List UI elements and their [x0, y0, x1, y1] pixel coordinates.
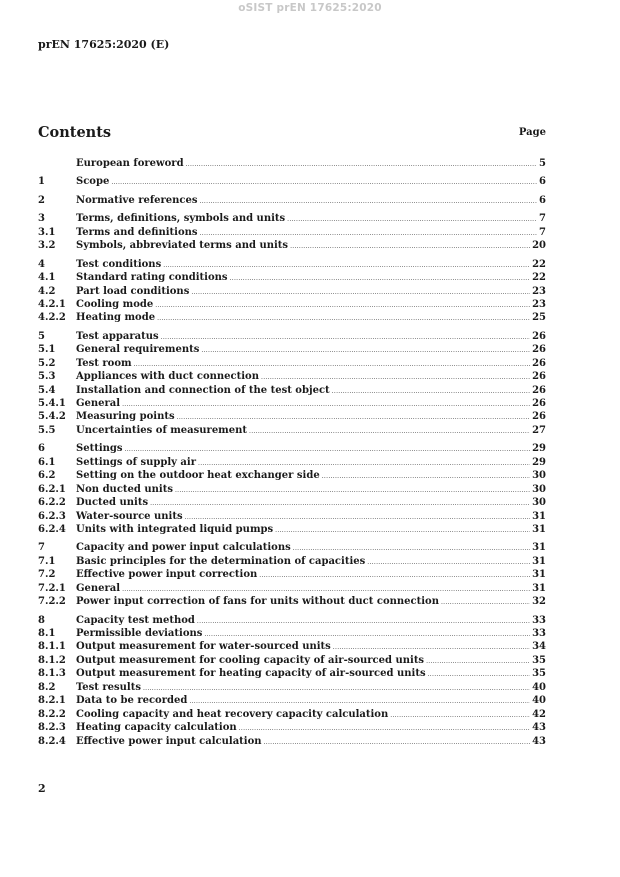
- toc-entry[interactable]: [38, 311, 546, 324]
- toc-dot-leader: [249, 425, 530, 438]
- toc-entry-title: Cooling capacity and heat recovery capacity calculation: [76, 708, 389, 720]
- toc-entry-number: 3.1: [38, 226, 56, 238]
- toc-entry-title: Test conditions: [76, 258, 162, 270]
- toc-entry-title: Installation and connection of the test object: [76, 384, 330, 396]
- toc-dot-leader: [198, 457, 530, 470]
- toc-entry[interactable]: [38, 721, 546, 734]
- toc-dot-leader: [259, 569, 530, 582]
- toc-entry-title: Power input correction of fans for units without duct connection: [76, 596, 439, 608]
- toc-entry[interactable]: [38, 627, 546, 640]
- toc-entry-title: Output measurement for heating capacity of air-sourced units: [76, 668, 426, 680]
- toc-entry[interactable]: [38, 568, 546, 581]
- toc-entry-page: 26: [532, 371, 546, 383]
- toc-entry-number: 8.2.1: [38, 695, 66, 707]
- toc-entry[interactable]: [38, 708, 546, 721]
- toc-dot-leader: [287, 213, 537, 226]
- toc-entry[interactable]: [38, 681, 546, 694]
- toc-dot-leader: [239, 722, 530, 735]
- toc-entry-page: 26: [532, 411, 546, 423]
- toc-entry[interactable]: [38, 226, 546, 239]
- toc-entry-title: Scope: [76, 176, 110, 188]
- toc-entry[interactable]: [38, 271, 546, 284]
- toc-dot-leader: [134, 358, 531, 371]
- toc-dot-leader: [177, 411, 530, 424]
- toc-entry[interactable]: [38, 694, 546, 707]
- toc-entry-title: Settings: [76, 443, 123, 455]
- toc-entry[interactable]: [38, 667, 546, 680]
- toc-entry-page: 42: [532, 708, 546, 720]
- toc-entry-number: 4.1: [38, 272, 56, 284]
- toc-entry[interactable]: [38, 496, 546, 509]
- toc-entry-title: Measuring points: [76, 411, 175, 423]
- toc-entry-page: 35: [532, 668, 546, 680]
- toc-entry-number: 1: [38, 176, 45, 188]
- toc-entry[interactable]: [38, 442, 546, 455]
- toc-dot-leader: [200, 227, 538, 240]
- toc-entry-title: Ducted units: [76, 497, 149, 509]
- toc-entry-page: 7: [539, 226, 546, 238]
- toc-dot-leader: [261, 371, 530, 384]
- toc-entry-number: 6.1: [38, 456, 56, 468]
- toc-dot-leader: [197, 615, 530, 628]
- toc-dot-leader: [143, 682, 530, 695]
- toc-entry[interactable]: [38, 175, 546, 188]
- toc-entry-page: 40: [532, 695, 546, 707]
- toc-entry-title: Terms and definitions: [76, 226, 198, 238]
- toc-entry[interactable]: [38, 410, 546, 423]
- toc-entry-number: 4.2.2: [38, 312, 66, 324]
- toc-entry-title: Test apparatus: [76, 330, 159, 342]
- toc-entry[interactable]: [38, 640, 546, 653]
- toc-dot-leader: [293, 542, 530, 555]
- toc-entry-page: 26: [532, 330, 546, 342]
- toc-entry-number: 3.2: [38, 240, 56, 252]
- toc-dot-leader: [290, 240, 530, 253]
- toc-entry-title: General: [76, 582, 121, 594]
- toc-entry-title: General requirements: [76, 344, 200, 356]
- toc-entry-title: Part load conditions: [76, 285, 190, 297]
- toc-entry-page: 29: [532, 456, 546, 468]
- toc-entry-title: Heating mode: [76, 312, 156, 324]
- toc-entry[interactable]: [38, 456, 546, 469]
- toc-entry-page: 31: [532, 555, 546, 567]
- toc-entry-page: 25: [532, 312, 546, 324]
- toc-entry-title: Permissible deviations: [76, 628, 203, 639]
- toc-entry-page: 26: [532, 357, 546, 369]
- toc-entry-page: 33: [532, 614, 546, 626]
- toc-entry-number: 5.4.1: [38, 398, 66, 409]
- toc-entry-title: Capacity test method: [76, 614, 195, 626]
- toc-dot-leader: [155, 299, 530, 312]
- toc-entry-page: 6: [539, 194, 546, 206]
- toc-dot-leader: [332, 385, 530, 398]
- toc-entry[interactable]: [38, 384, 546, 397]
- toc-entry-number: 8.1.3: [38, 668, 66, 680]
- toc-entry-number: 7: [38, 542, 45, 554]
- toc-entry-number: 5.5: [38, 424, 56, 436]
- toc-dot-leader: [333, 641, 530, 654]
- toc-entry-page: 26: [532, 384, 546, 396]
- toc-entry-page: 31: [532, 542, 546, 554]
- toc-entry-number: 8.1.2: [38, 654, 66, 666]
- toc-dot-leader: [175, 484, 530, 497]
- toc-entry-number: 7.2: [38, 569, 56, 581]
- toc-entry-page: 43: [532, 722, 546, 734]
- toc-entry-number: 6.2.2: [38, 497, 66, 509]
- toc-dot-leader: [275, 524, 530, 537]
- toc-entry-number: 7.1: [38, 555, 56, 567]
- toc-dot-leader: [191, 286, 530, 299]
- toc-entry-title: Units with integrated liquid pumps: [76, 523, 274, 535]
- toc-entry-number: 8.2: [38, 681, 56, 693]
- toc-entry-page: 31: [532, 510, 546, 522]
- toc-dot-leader: [390, 709, 530, 722]
- toc-entry-page: 35: [532, 654, 546, 666]
- toc-entry-title: Basic principles for the determination of capacities: [76, 555, 366, 567]
- toc-entry-number: 8.2.2: [38, 708, 66, 720]
- toc-dot-leader: [122, 398, 530, 411]
- toc-entry-title: Appliances with duct connection: [76, 371, 259, 383]
- toc-entry[interactable]: [38, 469, 546, 482]
- toc-entry-title: Effective power input calculation: [76, 735, 262, 747]
- toc-entry[interactable]: [38, 424, 546, 437]
- toc-entry-number: 8.2.3: [38, 722, 66, 734]
- toc-entry[interactable]: [38, 555, 546, 568]
- toc-entry-number: 5.2: [38, 357, 56, 369]
- toc-dot-leader: [161, 331, 530, 344]
- page-number: 2: [38, 782, 46, 795]
- toc-entry-page: 26: [532, 344, 546, 356]
- toc-entry-title: Output measurement for cooling capacity of air-sourced units: [76, 654, 425, 666]
- page-column-label: Page: [518, 127, 546, 138]
- toc-dot-leader: [230, 272, 531, 285]
- toc-entry-page: 43: [532, 735, 546, 747]
- toc-entry-title: Settings of supply air: [76, 456, 196, 468]
- toc-entry-number: 5.3: [38, 371, 56, 383]
- toc-entry[interactable]: [38, 343, 546, 356]
- toc-dot-leader: [150, 497, 530, 510]
- toc-dot-leader: [125, 443, 531, 456]
- contents-title: Contents: [38, 124, 112, 141]
- toc-entry-page: 30: [532, 470, 546, 482]
- toc-entry-title: Setting on the outdoor heat exchanger side: [76, 470, 320, 482]
- toc-dot-leader: [157, 312, 530, 325]
- toc-entry-number: 5: [38, 330, 45, 342]
- document-id: prEN 17625:2020 (E): [38, 38, 170, 51]
- toc-entry[interactable]: [38, 298, 546, 311]
- toc-entry[interactable]: [38, 735, 546, 748]
- toc-entry[interactable]: [38, 357, 546, 370]
- toc-entry[interactable]: [38, 157, 546, 170]
- toc-entry-number: 5.1: [38, 344, 56, 356]
- toc-entry-title: Heating capacity calculation: [76, 722, 237, 734]
- toc-entry-title: Symbols, abbreviated terms and units: [76, 240, 289, 252]
- toc-entry-page: 20: [532, 240, 546, 252]
- toc-entry[interactable]: [38, 212, 546, 225]
- toc-entry-title: Water-source units: [76, 510, 183, 522]
- toc-entry[interactable]: [38, 194, 546, 207]
- toc-entry-title: Data to be recorded: [76, 695, 188, 707]
- toc-entry-title: Normative references: [76, 194, 198, 206]
- toc-entry-number: 6.2.3: [38, 510, 66, 522]
- toc-entry[interactable]: [38, 239, 546, 252]
- toc-entry[interactable]: [38, 483, 546, 496]
- toc-entry-page: 23: [532, 285, 546, 297]
- toc-entry[interactable]: [38, 582, 546, 595]
- toc-entry-title: Uncertainties of measurement: [76, 424, 248, 436]
- toc-dot-leader: [264, 736, 531, 749]
- toc-entry-page: 26: [532, 398, 546, 409]
- toc-entry[interactable]: [38, 614, 546, 627]
- toc-entry-page: 31: [532, 582, 546, 594]
- toc-entry-page: 22: [532, 272, 546, 284]
- toc-dot-leader: [122, 583, 530, 596]
- toc-entry-page: 22: [532, 258, 546, 270]
- watermark: oSIST prEN 17625:2020: [238, 2, 382, 14]
- toc-entry[interactable]: [38, 523, 546, 536]
- toc-entry[interactable]: [38, 510, 546, 523]
- toc-entry-page: 27: [532, 424, 546, 436]
- toc-dot-leader: [367, 556, 530, 569]
- toc-entry-number: 6.2: [38, 470, 56, 482]
- toc-entry-page: 29: [532, 443, 546, 455]
- toc-entry-number: 6.2.1: [38, 483, 66, 495]
- toc-entry-page: 34: [532, 641, 546, 653]
- toc-entry-title: Non ducted units: [76, 483, 173, 495]
- table-of-contents: [38, 157, 546, 748]
- toc-entry-number: 8: [38, 614, 45, 626]
- toc-entry-page: 31: [532, 569, 546, 581]
- toc-entry[interactable]: [38, 330, 546, 343]
- toc-entry-title: General: [76, 398, 121, 409]
- toc-entry-number: 4.2.1: [38, 298, 66, 310]
- toc-entry-page: 33: [532, 628, 546, 639]
- toc-entry-page: 40: [532, 681, 546, 693]
- toc-entry-title: Standard rating conditions: [76, 272, 228, 284]
- toc-entry-number: 7.2.1: [38, 582, 66, 594]
- toc-entry[interactable]: [38, 285, 546, 298]
- toc-entry[interactable]: [38, 595, 546, 608]
- toc-entry[interactable]: [38, 370, 546, 383]
- toc-entry-title: Cooling mode: [76, 298, 154, 310]
- toc-entry-page: 23: [532, 298, 546, 310]
- toc-dot-leader: [186, 158, 537, 171]
- toc-entry-page: 32: [532, 596, 546, 608]
- toc-entry-number: 8.1.1: [38, 641, 66, 653]
- toc-entry-number: 3: [38, 213, 45, 225]
- toc-dot-leader: [111, 176, 537, 189]
- toc-dot-leader: [189, 695, 530, 708]
- toc-entry-number: 4: [38, 258, 45, 270]
- toc-dot-leader: [204, 628, 530, 641]
- toc-entry-number: 6: [38, 443, 45, 455]
- toc-dot-leader: [428, 668, 531, 681]
- toc-entry[interactable]: [38, 541, 546, 554]
- toc-entry-title: Test results: [76, 681, 141, 693]
- toc-dot-leader: [163, 259, 530, 272]
- toc-entry-title: Effective power input correction: [76, 569, 258, 581]
- toc-dot-leader: [201, 344, 530, 357]
- toc-entry-number: 6.2.4: [38, 523, 66, 535]
- toc-entry-page: 6: [539, 176, 546, 188]
- toc-dot-leader: [426, 655, 530, 668]
- toc-entry-page: 30: [532, 497, 546, 509]
- toc-entry[interactable]: [38, 397, 546, 410]
- toc-entry-number: 7.2.2: [38, 596, 66, 608]
- toc-entry-number: 5.4: [38, 384, 56, 396]
- toc-entry-number: 2: [38, 194, 45, 206]
- toc-entry-page: 30: [532, 483, 546, 495]
- toc-entry-title: Capacity and power input calculations: [76, 542, 291, 554]
- toc-dot-leader: [441, 596, 530, 609]
- toc-entry-number: 5.4.2: [38, 411, 66, 423]
- toc-dot-leader: [200, 195, 538, 208]
- toc-dot-leader: [185, 511, 530, 524]
- toc-entry[interactable]: [38, 654, 546, 667]
- toc-entry-page: 31: [532, 523, 546, 535]
- toc-entry-title: Terms, definitions, symbols and units: [76, 213, 286, 225]
- toc-entry-title: Output measurement for water-sourced units: [76, 641, 331, 653]
- toc-entry-page: 5: [539, 158, 546, 169]
- toc-entry-page: 7: [539, 213, 546, 225]
- toc-entry[interactable]: [38, 258, 546, 271]
- toc-entry-title: Test room: [76, 357, 132, 369]
- toc-entry-number: 4.2: [38, 285, 56, 297]
- toc-entry-number: 8.1: [38, 628, 56, 639]
- toc-entry-number: 8.2.4: [38, 735, 66, 747]
- toc-dot-leader: [322, 470, 530, 483]
- toc-entry-title: European foreword: [76, 158, 184, 169]
